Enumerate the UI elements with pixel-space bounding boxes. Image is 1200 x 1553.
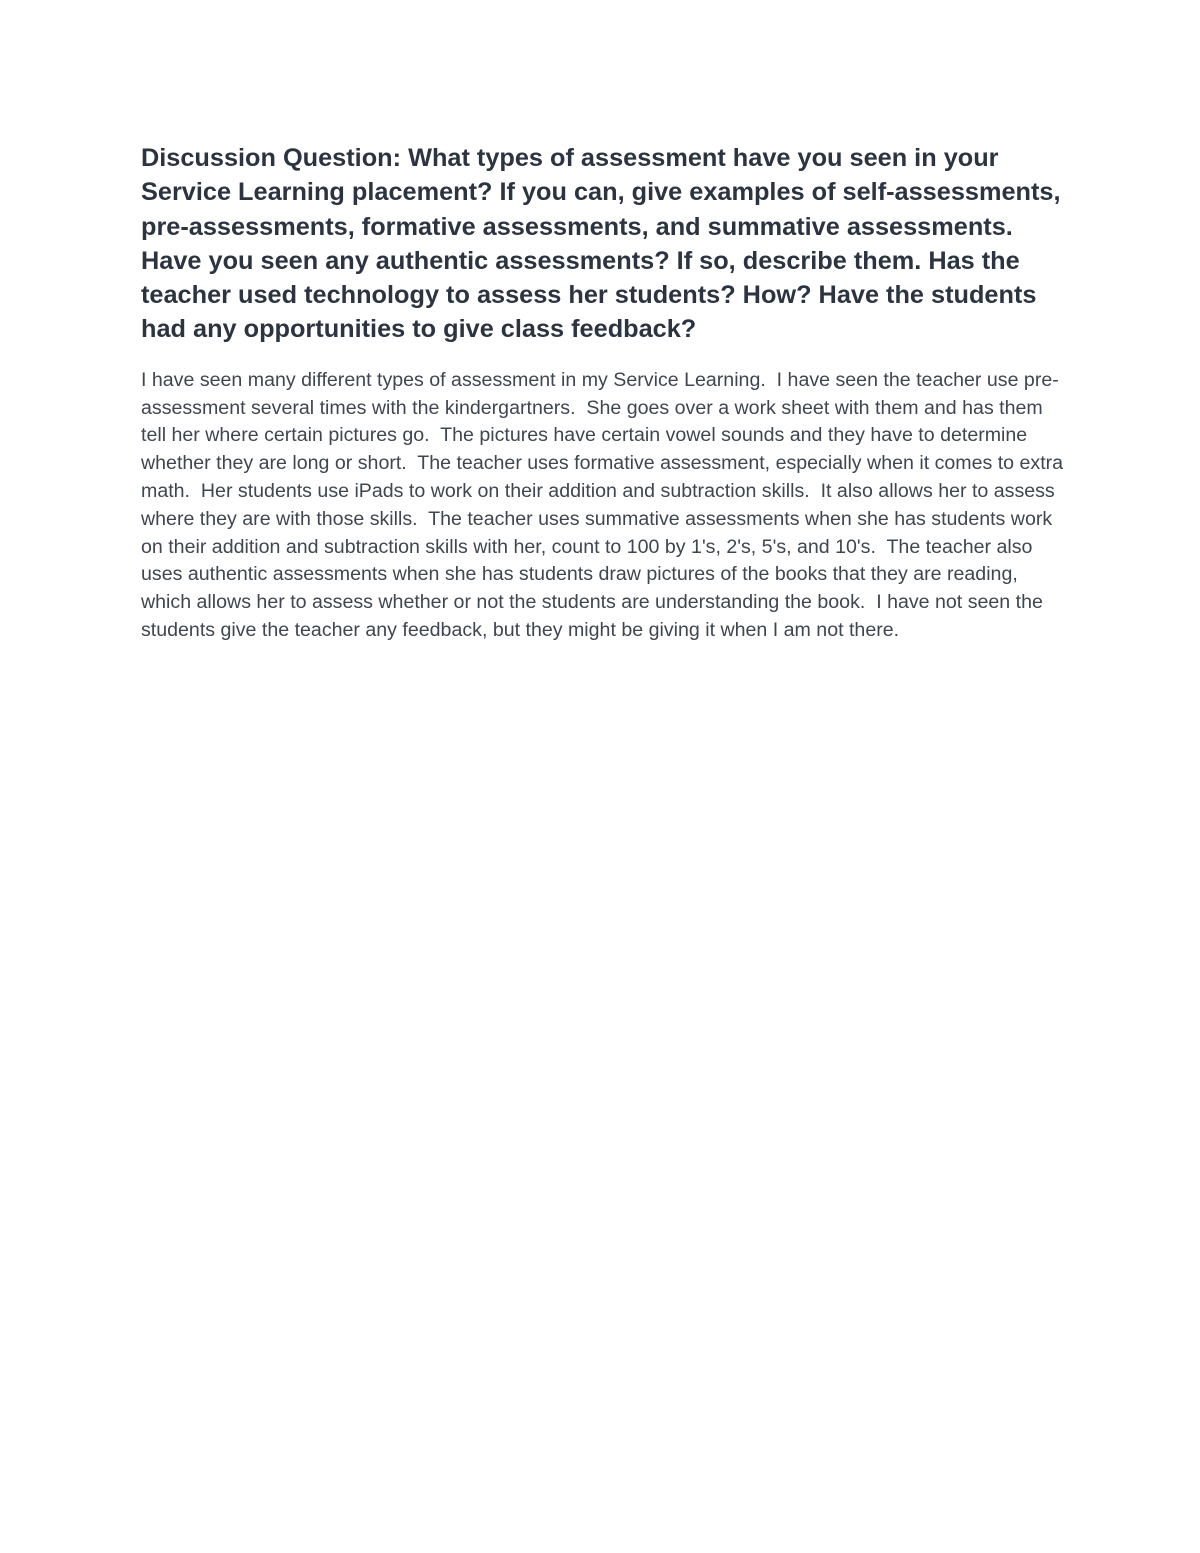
document-content xyxy=(141,141,1071,645)
answer-paragraph: I have seen many different types of assessment in my Service Learning. I have seen the teacher use pre-assessment several times with the kindergartners. She goes over a work sheet with them and has them tell her where certain pictures go. The pictures have certain vowel sounds and they have to determine whether they are long or short. The teacher uses formative assessment, especially when it comes to extra math. Her students use iPads to work on their addition and subtraction skills. It also allows her to assess where they are with those skills. The teacher uses summative assessments when she has students work on their addition and subtraction skills with her, count to 100 by 1's, 2's, 5's, and 10's. The teacher also uses authentic assessments when she has students draw pictures of the books that they are reading, which allows her to assess whether or not the students are understanding the book. I have not seen the students give the teacher any feedback, but they might be giving it when I am not there. xyxy=(141,368,1069,641)
discussion-question-heading: Discussion Question: What types of assessment have you seen in your Service Learning placement? If you can, give examples of self-assessments, pre-assessments, formative assessments, and summative assessments. Have you seen any authentic assessments? If so, describe them. Has the teacher used technology to assess her students? How? Have the students had any opportunities to give class feedback? xyxy=(141,144,1061,344)
